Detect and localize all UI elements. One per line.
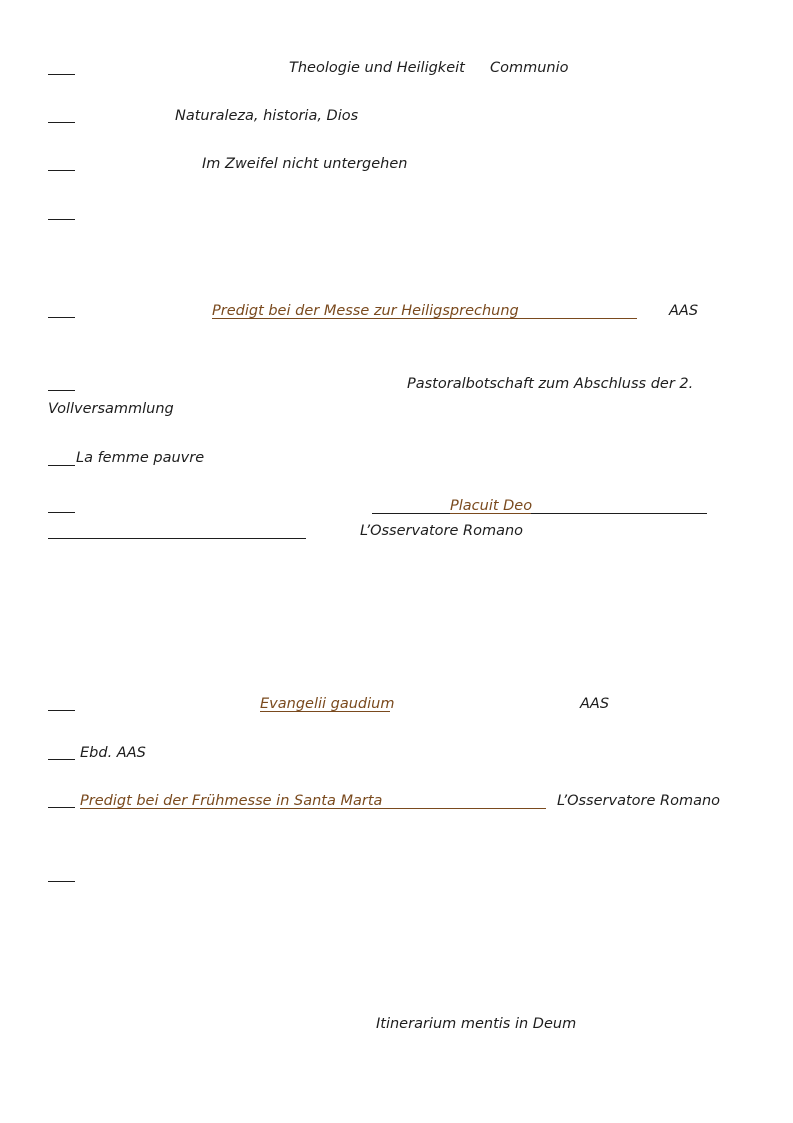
footnote-marker-5 — [48, 317, 75, 318]
footnote-marker-1 — [48, 74, 75, 75]
footnote-2-title: Naturaleza, historia, Dios — [175, 108, 359, 124]
footnote-8-trailing-underline — [531, 513, 707, 514]
footnote-marker-7 — [48, 465, 75, 466]
footnote-10-text: Ebd. AAS — [80, 745, 146, 761]
footnote-9-link-underline — [260, 711, 390, 712]
footnote-7-title: La femme pauvre — [76, 450, 205, 466]
footnote-11-link-underline — [80, 808, 546, 809]
footnote-marker-3 — [48, 170, 75, 171]
footnote-8-title-link[interactable]: Placuit Deo — [450, 498, 533, 514]
footnote-9-source: AAS — [580, 696, 610, 712]
footnote-marker-9 — [48, 710, 75, 711]
footnote-6-title-line2: Vollversammlung — [48, 401, 174, 417]
footnote-marker-4 — [48, 219, 75, 220]
footnote-marker-12 — [48, 881, 75, 882]
footnote-5-title-link[interactable]: Predigt bei der Messe zur Heiligsprechung — [212, 303, 519, 319]
footnote-8-source: L’Osservatore Romano — [360, 523, 524, 539]
footnote-11-source: L’Osservatore Romano — [557, 793, 721, 809]
footnote-marker-2 — [48, 122, 75, 123]
footnote-5-source: AAS — [669, 303, 699, 319]
footnote-5-link-underline — [212, 318, 637, 319]
footnote-marker-10 — [48, 759, 75, 760]
footnote-6-title-line1: Pastoralbotschaft zum Abschluss der 2. — [407, 376, 694, 392]
footnote-9-title-link[interactable]: Evangelii gaudium — [260, 696, 395, 712]
footnote-marker-6 — [48, 390, 75, 391]
footnote-8-continued-underline — [48, 538, 306, 539]
footnote-1-title: Theologie und Heiligkeit — [289, 60, 465, 76]
footnote-8-link-underline — [450, 513, 531, 514]
footnote-8-leading-underline — [372, 513, 450, 514]
footnote-3-title: Im Zweifel nicht untergehen — [202, 156, 408, 172]
footnote-1-journal: Communio — [490, 60, 569, 76]
footnote-13-title: Itinerarium mentis in Deum — [376, 1016, 577, 1032]
footnote-11-title-link[interactable]: Predigt bei der Frühmesse in Santa Marta — [80, 793, 383, 809]
footnote-marker-11 — [48, 807, 75, 808]
footnote-marker-8 — [48, 512, 75, 513]
